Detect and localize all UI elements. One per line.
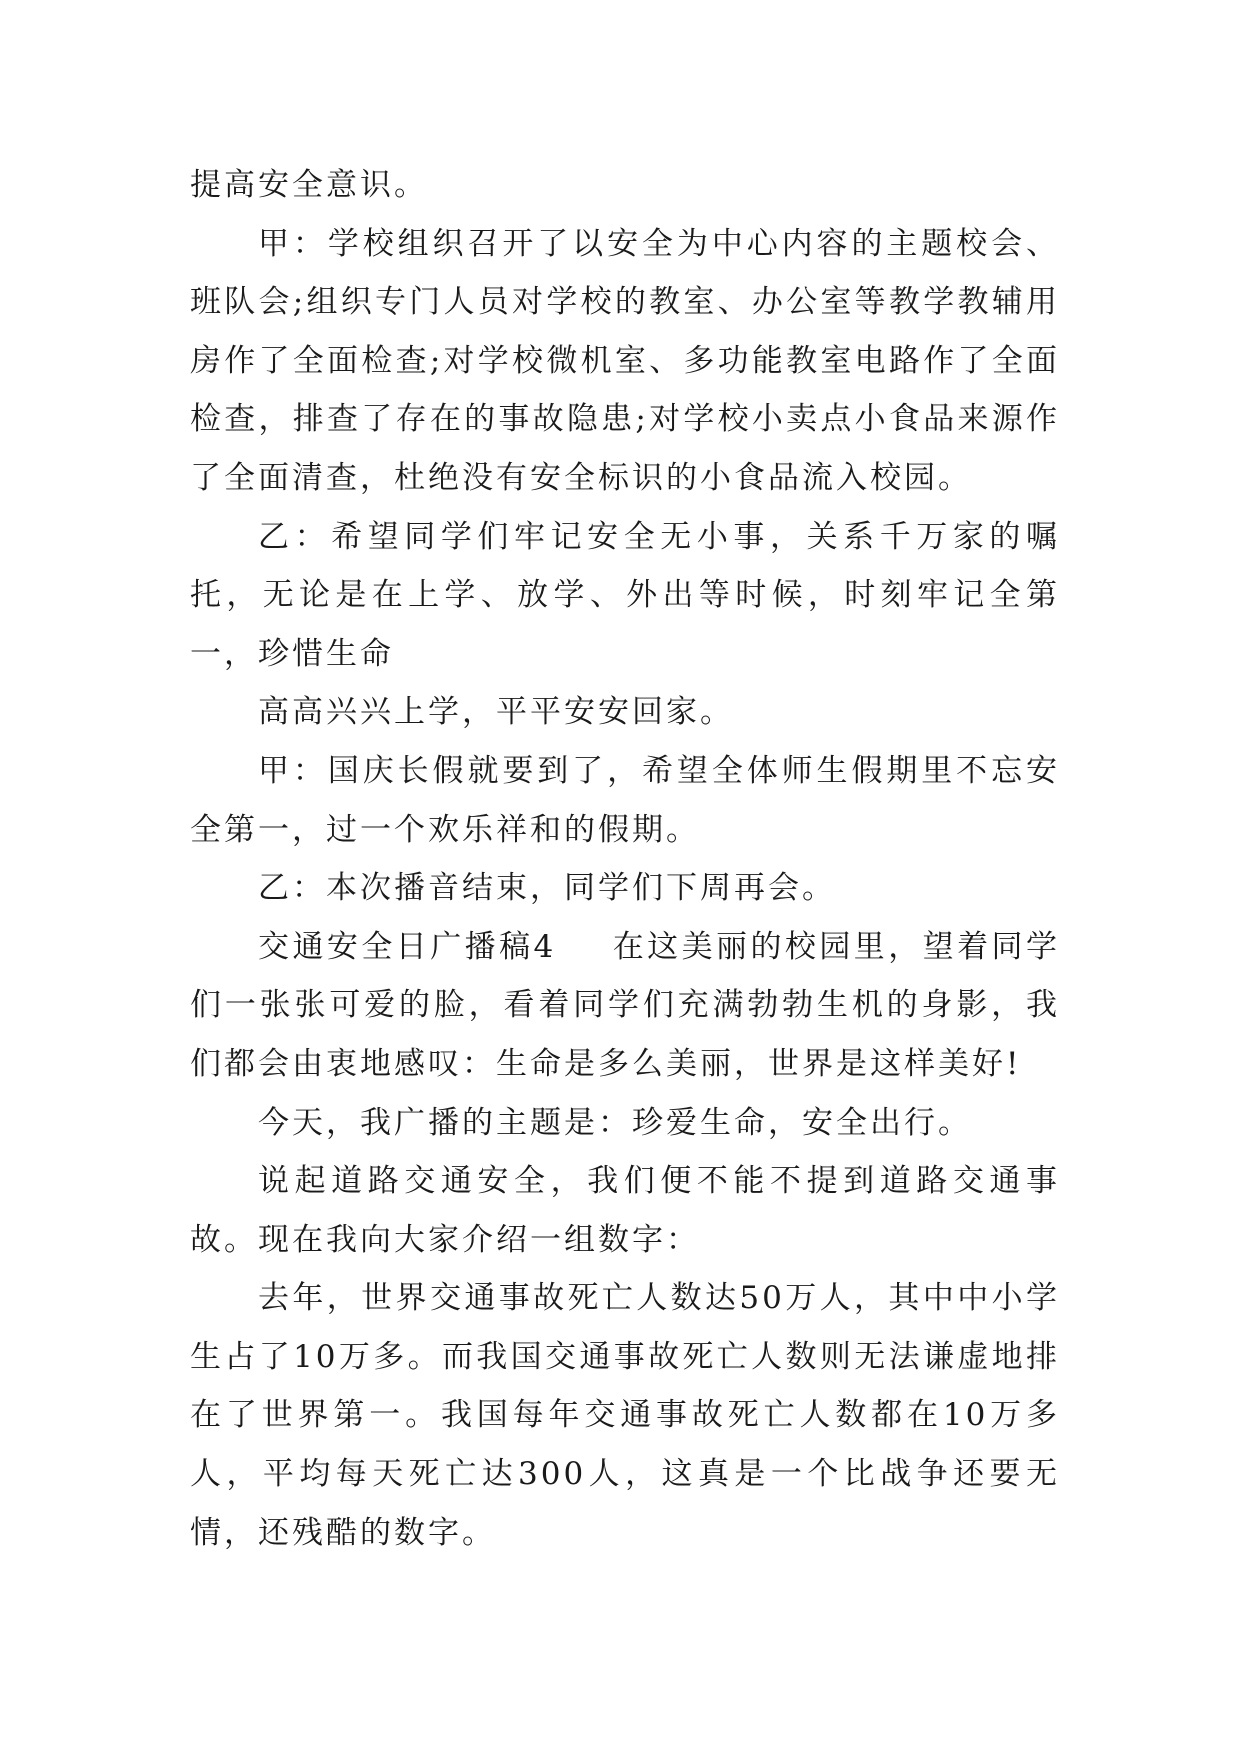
paragraph-8: 今天，我广播的主题是：珍爱生命，安全出行。 bbox=[258, 1104, 972, 1141]
paragraph-3: 乙：希望同学们牢记安全无小事，关系千万家的嘱托，无论是在上学、放学、外出等时候，时刻牢记全第一，珍惜生命 bbox=[190, 518, 1060, 672]
paragraph-5: 甲：国庆长假就要到了，希望全体师生假期里不忘安全第一，过一个欢乐祥和的假期。 bbox=[190, 752, 1060, 848]
paragraph-10: 去年，世界交通事故死亡人数达50万人，其中中小学生占了10万多。而我国交通事故死亡人数则无法谦虚地排在了世界第一。我国每年交通事故死亡人数都在10万多人，平均每天死亡达300人，这真是一个比战争还要无情，还残酷的数字。 bbox=[190, 1280, 1060, 1551]
document-body bbox=[190, 156, 1060, 1562]
paragraph-4: 高高兴兴上学，平平安安回家。 bbox=[258, 694, 734, 731]
paragraph-1: 提高安全意识。 bbox=[190, 167, 428, 203]
paragraph-2: 甲：学校组织召开了以安全为中心内容的主题校会、班队会;组织专门人员对学校的教室、办公室等教学教辅用房作了全面检查;对学校微机室、多功能教室电路作了全面检查，排查了存在的事故隐患;对学校小卖点小食品来源作了全面清查，杜绝没有安全标识的小食品流入校园。 bbox=[190, 225, 1060, 496]
section-paragraph bbox=[190, 918, 1060, 1094]
paragraph-9: 说起道路交通安全，我们便不能不提到道路交通事故。现在我向大家介绍一组数字： bbox=[190, 1163, 1060, 1258]
section-heading: 交通安全日广播稿4 bbox=[258, 928, 557, 965]
section-lead: 在这美丽的校园里，望着同学们一张张可爱的脸，看着同学们充满勃勃生机的身影，我们都会由衷地感叹：生命是多么美丽，世界是这样美好! bbox=[190, 928, 1061, 1082]
paragraph-6: 乙：本次播音结束，同学们下周再会。 bbox=[258, 870, 836, 907]
